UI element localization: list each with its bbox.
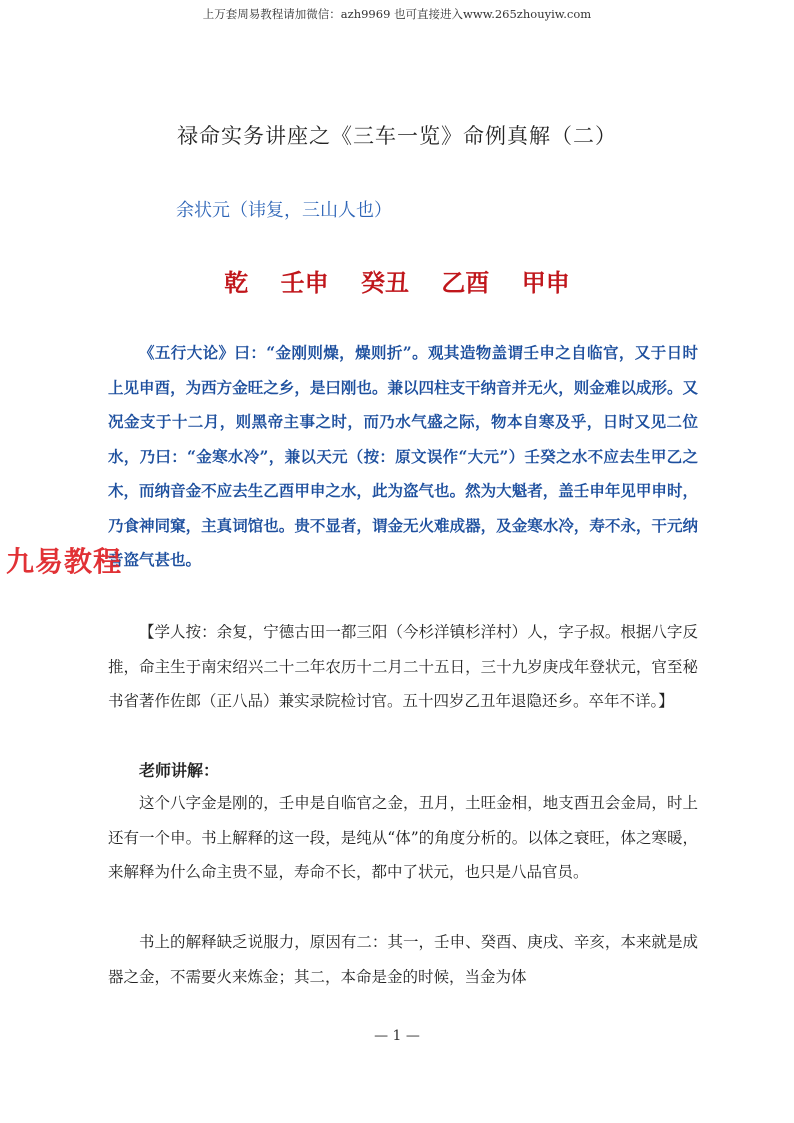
page-title: 禄命实务讲座之《三车一览》命例真解（二） (177, 124, 617, 148)
bazi-gender: 乾 (224, 269, 249, 297)
header-note: 上万套周易教程请加微信：azh9969 也可直接进入www.265zhouyiw.com (202, 7, 592, 21)
bazi-hour-pillar: 甲申 (521, 269, 570, 297)
lecture-block-1 (108, 786, 698, 890)
bazi-month-pillar: 癸丑 (361, 269, 409, 297)
lecture-block-2 (108, 925, 698, 994)
scholar-note-block (108, 615, 698, 719)
lecture-paragraph-2: 书上的解释缺乏说服力，原因有二：其一，壬申、癸酉、庚戌、辛亥，本来就是成器之金，不需要火来炼金；其二，本命是金的时候，当金为体 (108, 933, 698, 986)
bazi-day-pillar: 乙酉 (441, 269, 490, 297)
page-number: — 1 — (374, 1028, 420, 1044)
scholar-note-paragraph: 【学人按：余复，宁德古田一都三阳（今杉洋镇杉洋村）人，字子叔。根据八字反推，命主生于南宋绍兴二十二年农历十二月二十五日，三十九岁庚戌年登状元，官至秘书省著作佐郎（正八品）兼实录院检讨官。五十四岁乙丑年退隐还乡。卒年不详。】 (108, 623, 698, 710)
teacher-label: 老师讲解： (139, 761, 220, 780)
classic-paragraph: 《五行大论》曰：“金刚则燥，燥则折”。观其造物盖谓壬申之自临官，又于日时上见申酉，为西方金旺之乡，是曰刚也。兼以四柱支干纳音并无火，则金难以成形。又况金支于十二月，则黑帝主事之时，而乃水气盛之际，物本自寒及乎，日时又见二位水，乃曰：“金寒水冷”，兼以天元（按：原文误作“大元”）壬癸之水不应去生甲乙之木，而纳音金不应去生乙酉甲申之水，此为盗气也。然为大魁者，盖壬申年见甲申时，乃食神同窠，主真词馆也。贵不显者，谓金无火难成器，及金寒水冷，寿不永，干元纳音盗气甚也。 (108, 343, 698, 569)
bazi-year-pillar: 壬申 (280, 269, 329, 297)
lecture-paragraph-1: 这个八字金是刚的，壬申是自临官之金，丑月，土旺金相，地支酉丑会金局，时上还有一个申。书上解释的这一段，是纯从“体”的角度分析的。以体之衰旺，体之寒暖，来解释为什么命主贵不显，寿命不长，都中了状元，也只是八品官员。 (108, 794, 698, 881)
bazi-line (0, 263, 794, 298)
classic-text-block (108, 336, 698, 578)
watermark-logo: 九易教程 (6, 545, 123, 578)
subject-heading: 余状元（讳复，三山人也） (176, 200, 392, 221)
